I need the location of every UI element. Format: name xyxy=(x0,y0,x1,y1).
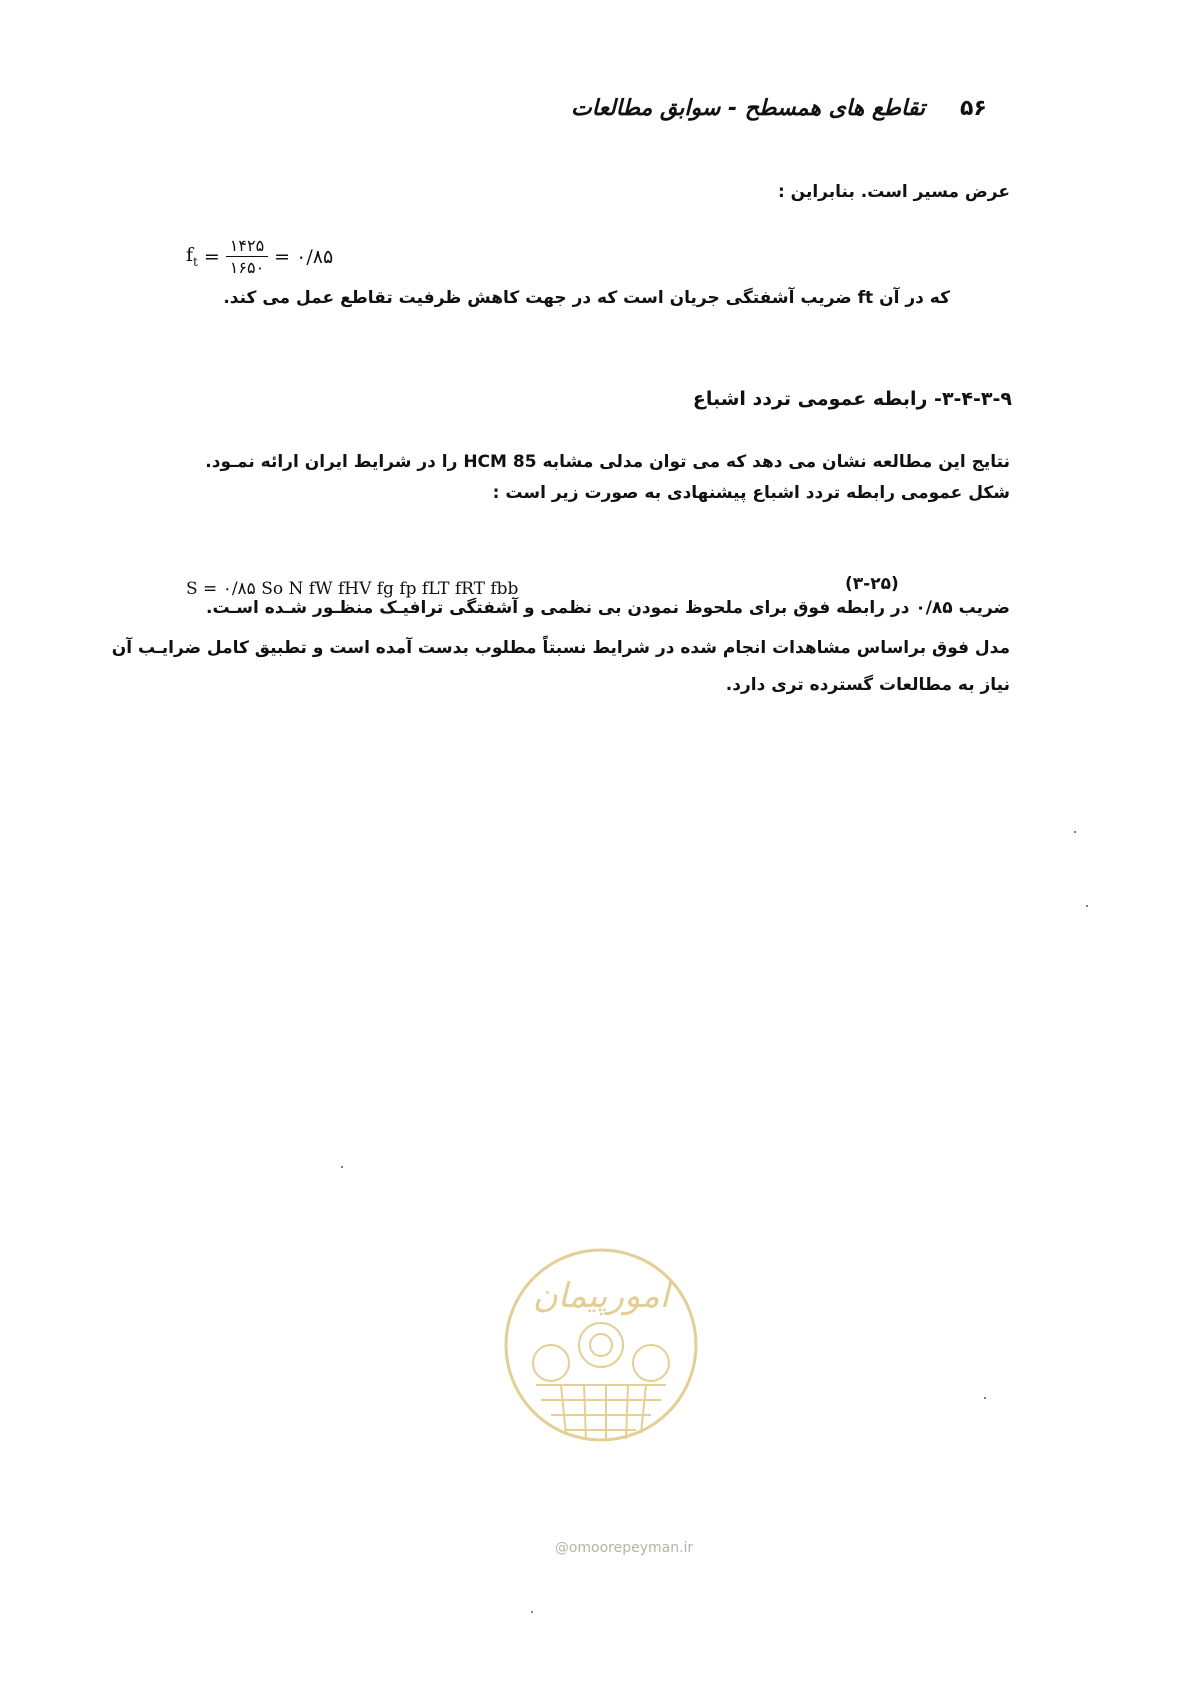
formula-saturation-flow: S = ۰/۸۵ So N fW fHV fg fp fLT fRT fbb xyxy=(186,579,519,599)
svg-text:امورپیمان: امورپیمان xyxy=(532,1276,670,1316)
formula-friction-factor: $f_t$ = $\frac{۱۴۲۵}{۱۶۵۰}$ = ۰/۸۵ xyxy=(186,236,334,277)
equation-number: (۳-۲۵) xyxy=(845,574,899,594)
paragraph-line: نتایج این مطالعه نشان می دهد که می توان مدلی مشابه HCM 85 را در شرایط ایران ارائه نمـود. xyxy=(205,452,1010,472)
scan-speck xyxy=(531,1611,533,1613)
scan-speck xyxy=(341,1166,343,1168)
scan-speck xyxy=(1074,831,1076,833)
running-header-title: تقاطع های همسطح - سوابق مطالعات xyxy=(571,96,925,121)
watermark-logo xyxy=(496,1245,706,1455)
watermark-url: @omoorepeyman.ir xyxy=(554,1540,694,1556)
paragraph-line: شکل عمومی رابطه تردد اشباع پیشنهادی به صورت زیر است : xyxy=(492,483,1010,503)
formula-result: = ۰/۸۵ xyxy=(274,245,334,268)
scan-speck xyxy=(1086,905,1088,907)
fraction-numerator: ۱۴۲۵ xyxy=(226,236,268,257)
formula-fraction xyxy=(226,236,268,277)
scan-speck xyxy=(984,1397,986,1399)
formula-lhs: $f_t$ xyxy=(186,244,198,269)
fraction-denominator: ۱۶۵۰ xyxy=(229,258,265,277)
paragraph-line: مدل فوق براساس مشاهدات انجام شده در شرایط نسبتاً مطلوب بدست آمده است و تطبیق کامل ضرایـب آن xyxy=(111,638,1010,658)
paragraph-line: که در آن ft ضریب آشفتگی جریان است که در جهت کاهش ظرفیت تقاطع عمل می کند. xyxy=(223,288,950,308)
section-heading: ۳-۴-۳-۹- رابطه عمومی تردد اشباع xyxy=(692,388,1012,410)
intro-line: عرض مسیر است. بنابراین : xyxy=(777,182,1010,202)
page-number: ۵۶ xyxy=(960,96,987,121)
paragraph-line: نیاز به مطالعات گسترده تری دارد. xyxy=(725,675,1010,695)
paragraph-line: ضریب ۰/۸۵ در رابطه فوق برای ملحوظ نمودن بی نظمی و آشفتگی ترافیـک منظـور شـده اسـت. xyxy=(206,598,1010,618)
